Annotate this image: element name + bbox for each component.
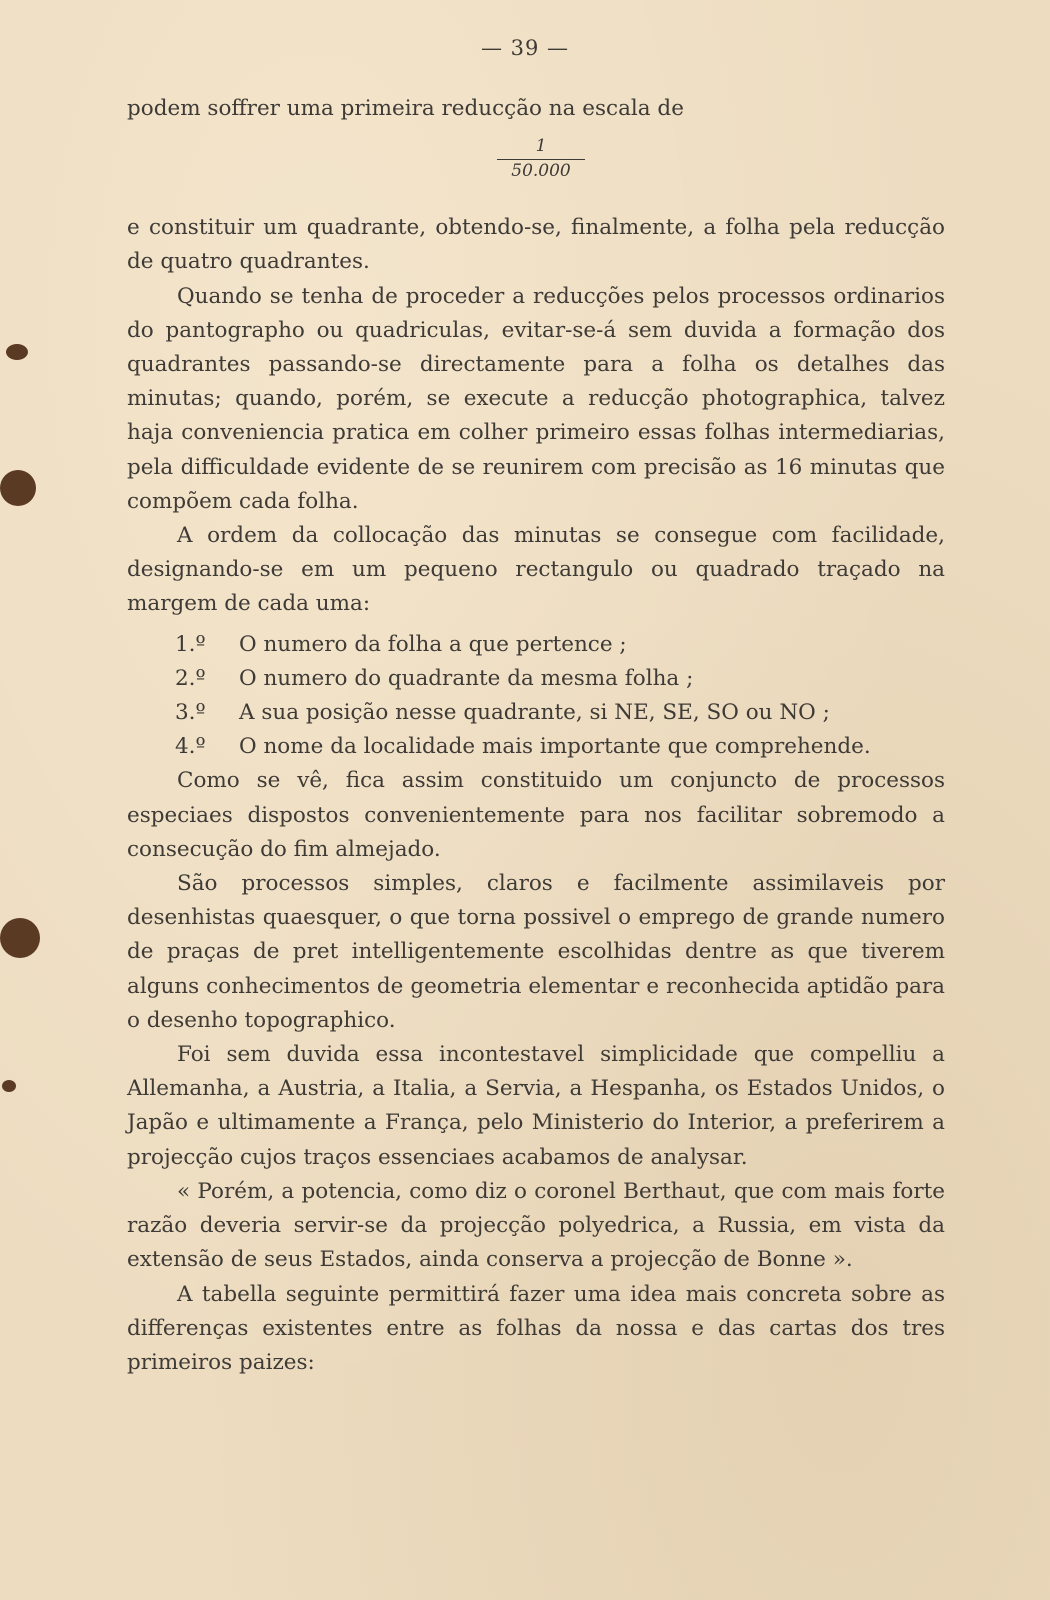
fraction-numerator: 1 [535,136,547,157]
page-number: — 39 — [480,36,570,60]
list-ordinal: 3.º [175,700,206,726]
ink-stain [0,918,40,958]
list-item [175,662,945,696]
body-text [127,92,945,1380]
list-text: O numero do quadrante da mesma folha ; [239,665,694,691]
ink-stain [0,470,36,506]
paragraph-7: « Porém, a potencia, como diz o coronel Berthaut, que com mais forte razão deveria servir-se da projecção polyedrica, a Russia, em vista da extensão de seus Estados, ainda conserva a projecção de Bonne ». [127,1178,945,1273]
list-ordinal: 1.º [175,631,206,657]
paragraph-6: Foi sem duvida essa incontestavel simplicidade que compelliu a Allemanha, a Austria, a Italia, a Servia, a Hespanha, os Estados Unidos, o Japão e ultimamente a França, pelo Ministerio do Interior, a preferirem a projecção cujos traços essenciaes acabamos de analysar. [127,1042,945,1170]
paragraph-1: e constituir um quadrante, obtendo-se, finalmente, a folha pela reducção de quatro quadrantes. [127,215,945,275]
list-text: O nome da localidade mais importante que comprehende. [239,734,871,760]
list-text: A sua posição nesse quadrante, si NE, SE, SO ou NO ; [239,700,830,726]
paragraph-5: São processos simples, claros e facilmente assimilaveis por desenhistas quaesquer, o que torna possivel o emprego de grande numero de praças de pret intelligentemente escolhidas dentre as que tiverem alguns conhecimentos de geometria elementar e reconhecida aptidão para o desenho topographico. [127,871,945,1033]
list-text: O numero da folha a que pertence ; [239,631,627,657]
ink-stain [2,1080,16,1092]
list-item [175,696,945,730]
ordered-list [175,628,945,765]
ink-stain [6,344,28,360]
paragraph-3: A ordem da collocação das minutas se consegue com facilidade, designando-se em um pequeno rectangulo ou quadrado traçado na margem de cada uma: [127,523,945,617]
list-ordinal: 2.º [175,665,206,691]
intro-line: podem soffrer uma primeira reducção na escala de [127,96,684,121]
list-ordinal: 4.º [175,734,206,760]
paragraph-8: A tabella seguinte permittirá fazer uma idea mais concreta sobre as differenças existentes entre as folhas da nossa e das cartas dos tres primeiros paizes: [127,1281,945,1375]
scale-fraction [487,136,585,181]
list-item [175,730,945,764]
paragraph-4: Como se vê, fica assim constituido um conjuncto de processos especiaes dispostos convenientemente para nos facilitar sobremodo a consecução do fim almejado. [127,768,945,862]
list-item [175,628,945,662]
fraction-denominator: 50.000 [497,159,585,181]
paragraph-2: Quando se tenha de proceder a reducções pelos processos ordinarios do pantographo ou quadriculas, evitar-se-á sem duvida a formação dos quadrantes passando-se directamente para a folha os detalhes das minutas; quando, porém, se execute a reducção photographica, talvez haja conveniencia pratica em colher primeiro essas folhas intermediarias, pela difficuldade evidente de se reunirem com precisão as 16 minutas que compõem cada folha. [127,283,945,514]
